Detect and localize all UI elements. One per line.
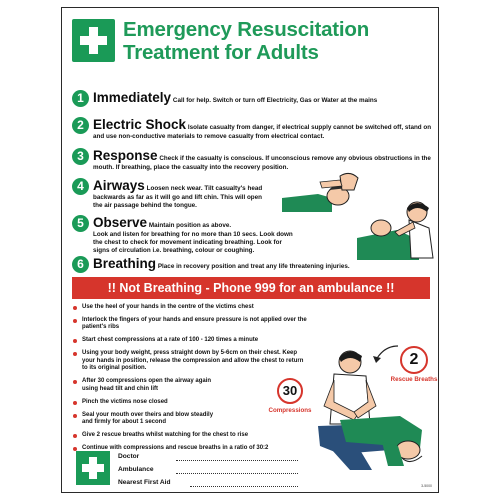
step-number: 4 bbox=[72, 178, 89, 195]
list-item: Seal your mouth over theirs and blow steadily and firmly for about 1 second bbox=[73, 412, 223, 427]
first-aid-cross-icon bbox=[72, 19, 115, 62]
step-text: Isolate casualty from danger, if electrical supply cannot be switched off, stand on and use non-conductive materials to remove casualty from electrical contact. bbox=[93, 124, 432, 140]
poster bbox=[61, 7, 439, 493]
step-heading: Electric Shock bbox=[93, 117, 187, 132]
phone-999-banner: !! Not Breathing - Phone 999 for an ambulance !! bbox=[72, 277, 430, 299]
field-label: Nearest First Aid bbox=[118, 479, 171, 486]
list-item: Continue with compressions and rescue breaths in a ratio of 30:2 bbox=[73, 445, 308, 452]
doctor-field bbox=[118, 453, 298, 463]
list-item: Use the heel of your hands in the centre of the victims chest bbox=[73, 304, 308, 311]
list-item: Start chest compressions at a rate of 100 - 120 times a minute bbox=[73, 337, 308, 344]
compressions-count: 30 bbox=[277, 378, 303, 404]
step-text: Loosen neck wear. Tilt casualty's bbox=[146, 185, 246, 192]
step-heading: Breathing bbox=[93, 256, 157, 271]
list-item: Using your body weight, press straight down by 5-6cm on their chest. Keep your hands in position, release the compression and allow the chest to return to its original position. bbox=[73, 350, 308, 372]
list-item: Interlock the fingers of your hands and ensure pressure is not applied over the patient's ribs bbox=[73, 317, 308, 332]
first-aid-cross-icon bbox=[76, 451, 110, 485]
cpr-instruction-list bbox=[73, 304, 308, 452]
step-text: Place in recovery position and treat any life threatening injuries. bbox=[157, 263, 350, 270]
step-heading: Immediately bbox=[93, 90, 172, 105]
step-number: 2 bbox=[72, 117, 89, 134]
step-number: 5 bbox=[72, 215, 89, 232]
step-text: Call for help. Switch or turn off Electricity, Gas or Water at the mains bbox=[172, 97, 378, 104]
ambulance-field bbox=[118, 466, 298, 476]
step-number: 6 bbox=[72, 256, 89, 273]
title-line-1: Emergency Resuscitation bbox=[123, 18, 370, 41]
observe-breathing-illustration bbox=[347, 198, 435, 262]
rescue-breaths-count: 2 bbox=[400, 346, 428, 374]
list-item: After 30 compressions open the airway again using head tilt and chin lift bbox=[73, 378, 228, 393]
step-text-continued: Look and listen for breathing for no more than 10 secs. Look down the chest to check for movement indicating breathing. Look for signs of circulation i.e. breathing, colour or coughing. bbox=[93, 231, 293, 255]
title-line-2: Treatment for Adults bbox=[123, 41, 319, 64]
arrow-icon bbox=[370, 342, 400, 366]
first-aid-field bbox=[118, 479, 298, 489]
step-text-continued: head backwards as far as it will go and lift chin. This will open the air passage behind the tongue. bbox=[93, 185, 263, 210]
step-heading: Response bbox=[93, 148, 158, 163]
field-label: Ambulance bbox=[118, 466, 154, 473]
step-heading: Observe bbox=[93, 215, 148, 230]
field-label: Doctor bbox=[118, 453, 140, 460]
rescue-breaths-label: Rescue Breaths bbox=[390, 376, 438, 383]
step-number: 3 bbox=[72, 148, 89, 165]
list-item: Pinch the victims nose closed bbox=[73, 399, 308, 406]
step-number: 1 bbox=[72, 90, 89, 107]
poster-title bbox=[123, 18, 435, 64]
compressions-label: Compressions bbox=[268, 407, 312, 414]
step-text: Maintain position as above. bbox=[148, 222, 232, 229]
step-heading: Airways bbox=[93, 178, 145, 193]
step-text: Check if the casualty is conscious. If unconscious remove any obvious obstructions in the mouth. If breathing, place the casualty into the recovery position. bbox=[93, 155, 431, 171]
product-code: 3-5000 bbox=[421, 484, 432, 488]
list-item: Give 2 rescue breaths whilst watching for the chest to rise bbox=[73, 432, 308, 439]
